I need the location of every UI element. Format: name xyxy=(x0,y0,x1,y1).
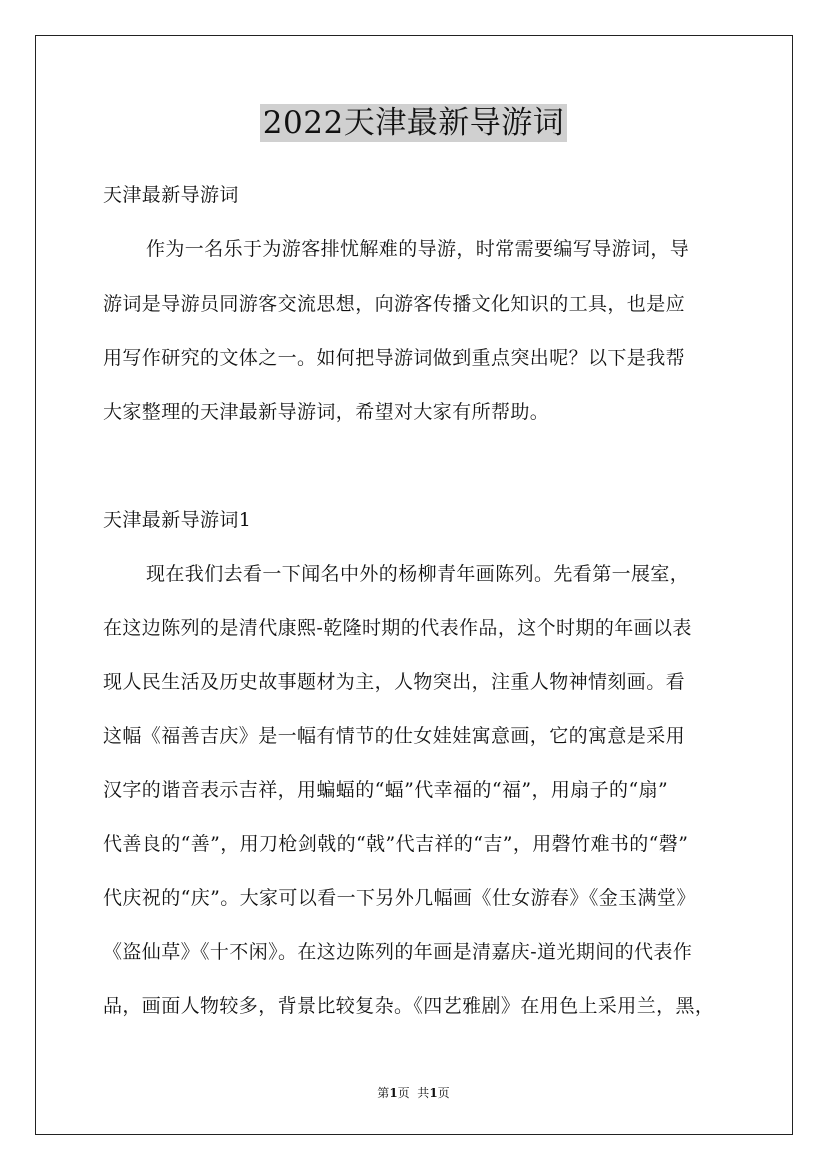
page-prefix: 第 xyxy=(377,1086,390,1100)
paragraph-line: 用写作研究的文体之一。如何把导游词做到重点突出呢？以下是我帮 xyxy=(103,347,686,369)
paragraph-line: 游词是导游员同游客交流思想，向游客传播文化知识的工具，也是应 xyxy=(103,293,686,315)
paragraph-line: 代善良的“善”，用刀枪剑戟的“戟”代吉祥的“吉”，用磬竹难书的“磬” xyxy=(103,833,689,855)
page-total: 1 xyxy=(429,1086,438,1100)
document-title: 2022天津最新导游词 xyxy=(260,104,567,142)
page-footer xyxy=(0,1085,827,1101)
page-mid: 页 共 xyxy=(397,1086,430,1100)
page-number: 1 xyxy=(389,1086,398,1100)
section-heading: 天津最新导游词1 xyxy=(103,509,252,531)
paragraph-line: 《盗仙草》《十不闲》。在这边陈列的年画是清嘉庆-道光期间的代表作 xyxy=(103,941,693,963)
paragraph-line: 作为一名乐于为游客排忧解难的导游，时常需要编写导游词，导 xyxy=(146,238,690,260)
paragraph-line: 在这边陈列的是清代康熙-乾隆时期的代表作品，这个时期的年画以表 xyxy=(103,617,692,639)
paragraph-line: 大家整理的天津最新导游词，希望对大家有所帮助。 xyxy=(103,401,550,423)
page-suffix: 页 xyxy=(437,1086,450,1100)
paragraph-line: 代庆祝的“庆”。大家可以看一下另外几幅画《仕女游春》《金玉满堂》 xyxy=(103,887,696,909)
paragraph-line: 现人民生活及历史故事题材为主，人物突出，注重人物神情刻画。看 xyxy=(103,671,686,693)
title-container xyxy=(0,104,827,142)
paragraph-line: 汉字的谐音表示吉祥，用蝙蝠的“蝠”代幸福的“福”，用扇子的“扇” xyxy=(103,779,669,801)
paragraph-line: 现在我们去看一下闻名中外的杨柳青年画陈列。先看第一展室， xyxy=(146,563,690,585)
section-heading: 天津最新导游词 xyxy=(103,184,239,206)
paragraph-line: 这幅《福善吉庆》是一幅有情节的仕女娃娃寓意画，它的寓意是采用 xyxy=(103,725,686,747)
paragraph-line: 品，画面人物较多，背景比较复杂。《四艺雅剧》在用色上采用兰，黑， xyxy=(103,995,715,1017)
